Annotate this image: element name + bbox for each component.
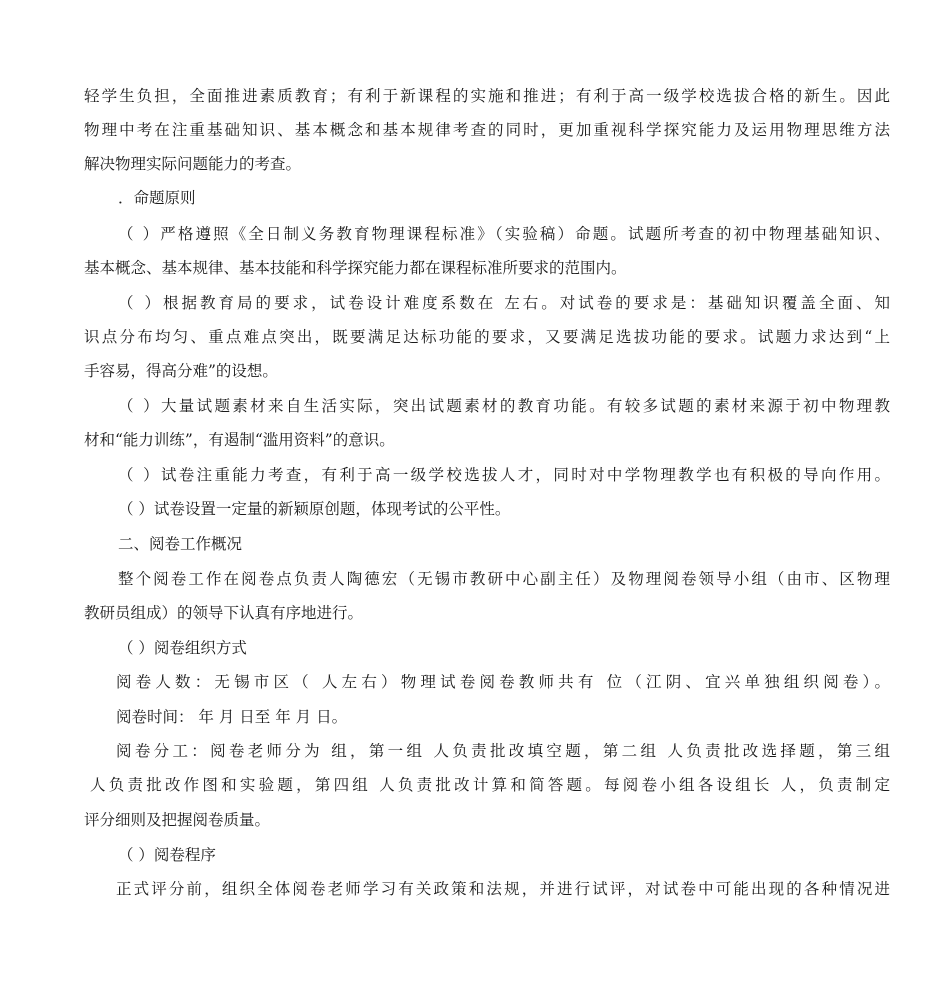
subsection-heading: （ ）阅卷组织方式 (118, 639, 247, 657)
paragraph-line: 轻学生负担，全面推进素质教育；有利于新课程的实施和推进；有利于高一级学校选拔合格的新生。因此 (84, 87, 890, 105)
paragraph-line: （ ）根据教育局的要求，试卷设计难度系数在 左右。对试卷的要求是：基础知识覆盖全面、知 (118, 294, 890, 312)
paragraph-line: 整个阅卷工作在阅卷点负责人陶德宏（无锡市教研中心副主任）及物理阅卷领导小组（由市、区物理 (118, 570, 890, 588)
paragraph-line: 识点分布均匀、重点难点突出，既要满足达标功能的要求，又要满足选拔功能的要求。试题力求达到“上 (84, 328, 890, 346)
paragraph-line: 基本概念、基本规律、基本技能和科学探究能力都在课程标准所要求的范围内。 (84, 259, 627, 277)
paragraph-line: 阅卷时间： 年 月 日至 年 月 日。 (116, 708, 348, 726)
paragraph-line: 手容易，得高分难”的设想。 (84, 362, 278, 380)
paragraph-line: 教研员组成）的领导下认真有序地进行。 (84, 604, 364, 622)
paragraph-line: 正式评分前，组织全体阅卷老师学习有关政策和法规，并进行试评，对试卷中可能出现的各种情况进 (116, 880, 890, 898)
paragraph-line: （ ）试卷设置一定量的新颖原创题，体现考试的公平性。 (118, 500, 511, 518)
paragraph-line: 阅卷人数：无锡市区（ 人左右）物理试卷阅卷教师共有 位（江阴、宜兴单独组织阅卷）。 (116, 673, 890, 691)
paragraph-line: （ ）严格遵照《全日制义务教育物理课程标准》（实验稿）命题。试题所考查的初中物理基础知识、 (118, 225, 890, 243)
paragraph-line: 评分细则及把握阅卷质量。 (84, 811, 271, 829)
subsection-heading: （ ）阅卷程序 (118, 846, 216, 864)
paragraph-line: （ ）试卷注重能力考查，有利于高一级学校选拔人才，同时对中学物理教学也有积极的导向作用。 (118, 466, 890, 484)
paragraph-line: 物理中考在注重基础知识、基本概念和基本规律考查的同时，更加重视科学探究能力及运用物理思维方法 (84, 121, 890, 139)
paragraph-line: 阅卷分工：阅卷老师分为 组，第一组 人负责批改填空题，第二组 人负责批改选择题，第三组 (116, 742, 890, 760)
paragraph-line: 人负责批改作图和实验题，第四组 人负责批改计算和简答题。每阅卷小组各设组长 人，负责制定 (90, 776, 890, 794)
section-heading: ．命题原则 (118, 189, 196, 207)
section-heading: 二、阅卷工作概况 (118, 535, 243, 553)
paragraph-line: 解决物理实际问题能力的考查。 (84, 155, 302, 173)
paragraph-line: （ ）大量试题素材来自生活实际，突出试题素材的教育功能。有较多试题的素材来源于初中物理教 (118, 397, 890, 415)
paragraph-line: 材和“能力训练”，有遏制“滥用资料”的意识。 (84, 431, 395, 449)
